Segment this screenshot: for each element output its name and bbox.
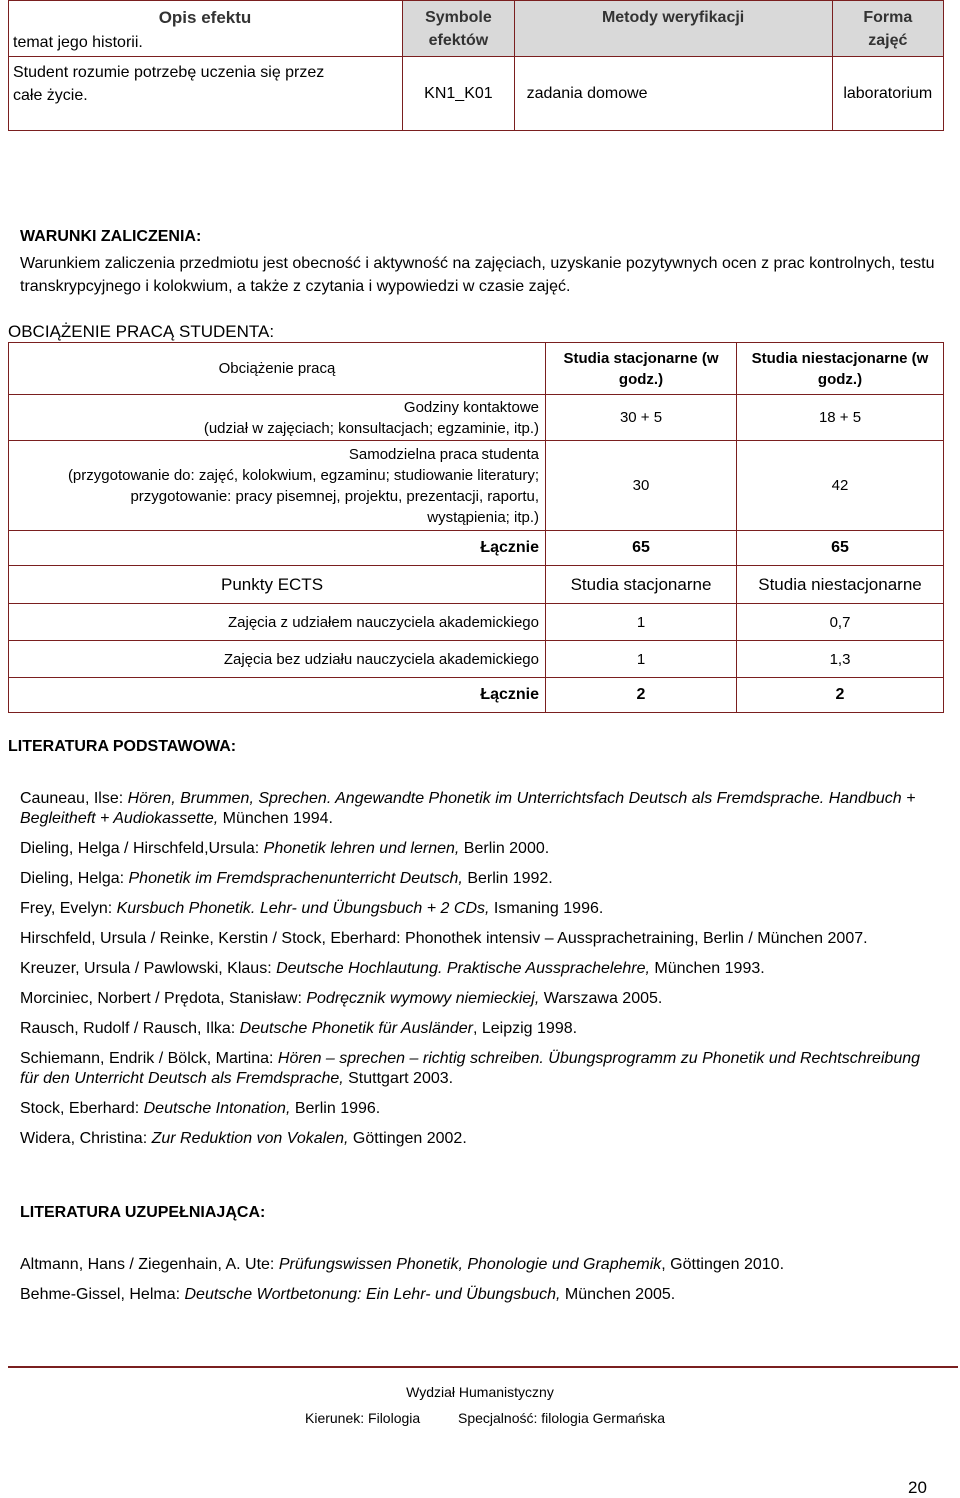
ects-head: Punkty ECTS — [9, 566, 546, 604]
page-number: 20 — [908, 1478, 927, 1497]
literature-basic-heading: LITERATURA PODSTAWOWA: — [8, 738, 237, 755]
footer-faculty: Wydział Humanistyczny — [406, 1384, 554, 1400]
desc-cell — [9, 1, 403, 57]
symbol-cell: KN1_K01 — [403, 57, 514, 131]
workload-col-head: Obciążenie pracą — [9, 343, 546, 395]
ects-row1-nonstationary: 0,7 — [737, 604, 944, 641]
lit-item: Frey, Evelyn: Kursbuch Phonetik. Lehr- und Übungsbuch + 2 CDs, Ismaning 1996. — [20, 900, 604, 917]
desc-body — [9, 57, 403, 131]
ects-row1-label: Zajęcia z udziałem nauczyciela akademickiego — [9, 604, 546, 641]
header-desc: Opis efektu — [158, 8, 252, 27]
ects-total-label: Łącznie — [9, 678, 546, 713]
lit-item: Kreuzer, Ursula / Pawlowski, Klaus: Deutsche Hochlautung. Praktische Aussprachelehre, München 1993. — [20, 960, 765, 977]
method-cell: zadania domowe — [514, 57, 832, 131]
lit-item: Stock, Eberhard: Deutsche Intonation, Berlin 1996. — [20, 1100, 381, 1117]
literature-extra-heading: LITERATURA UZUPEŁNIAJĄCA: — [20, 1204, 266, 1221]
lit-extra-item: Altmann, Hans / Ziegenhain, A. Ute: Prüfungswissen Phonetik, Phonologie und Graphemik, Göttingen 2010. — [20, 1256, 785, 1273]
stationary-head: Studia stacjonarne (w godz.) — [546, 343, 737, 395]
lit-item: Schiemann, Endrik / Bölck, Martina: Hören – sprechen – richtig schreiben. Übungsprogramm zu Phonetik und Rechtschreibung für den Unterricht Deutsch als Fremdsprache, Stuttgart 2003. — [20, 1050, 921, 1087]
ects-total-nonstationary: 2 — [737, 678, 944, 713]
lit-item: Dieling, Helga: Phonetik im Fremdsprachenunterricht Deutsch, Berlin 1992. — [20, 870, 553, 887]
ects-row2-nonstationary: 1,3 — [737, 641, 944, 678]
ects-nonstationary-head: Studia niestacjonarne — [737, 566, 944, 604]
conditions-text: Warunkiem zaliczenia przedmiotu jest obecność i aktywność na zajęciach, uzyskanie pozytywnych ocen z prac kontrolnych, testu transkrypcyjnego i kolokwium, a także z czytania i wypowiedzi w czasie zajęć. — [20, 255, 935, 295]
lit-extra-item: Behme-Gissel, Helma: Deutsche Wortbetonung: Ein Lehr- und Übungsbuch, München 2005. — [20, 1286, 676, 1303]
ects-total-stationary: 2 — [546, 678, 737, 713]
lit-item: Cauneau, Ilse: Hören, Brummen, Sprechen. Angewandte Phonetik im Unterrichtsfach Deutsch als Fremdsprache. Handbuch + Begleitheft + Audiokassette, München 1994. — [20, 790, 916, 827]
workload-heading: OBCIĄŻENIE PRACĄ STUDENTA: — [8, 322, 275, 341]
self-study-label: Samodzielna praca studenta (przygotowanie do: zajęć, kolokwium, egzaminu; studiowanie literatury; przygotowanie: pracy pisemnej, projektu, prezentacji, raportu, wystąpienia; itp.) — [9, 441, 546, 531]
self-study-stationary: 30 — [546, 441, 737, 531]
lit-item: Morciniec, Norbert / Prędota, Stanisław: Podręcznik wymowy niemieckiej, Warszawa 2005. — [20, 990, 663, 1007]
literature-extra-list — [20, 1255, 940, 1315]
workload-total-nonstationary: 65 — [737, 531, 944, 566]
desc-line-2: Student rozumie potrzebę uczenia się przez — [13, 64, 325, 81]
footer-specialty: Specjalność: filologia Germańska — [458, 1410, 665, 1426]
workload-total-stationary: 65 — [546, 531, 737, 566]
contact-stationary: 30 + 5 — [546, 395, 737, 441]
form-cell: laboratorium — [832, 57, 943, 131]
footer-divider — [8, 1366, 958, 1368]
desc-line-3: całe życie. — [13, 87, 88, 104]
lit-item: Rausch, Rudolf / Rausch, Ilka: Deutsche Phonetik für Ausländer, Leipzig 1998. — [20, 1020, 578, 1037]
lit-item: Hirschfeld, Ursula / Reinke, Kerstin / Stock, Eberhard: Phonothek intensiv – Aussprachetraining, Berlin / München 2007. — [20, 930, 868, 947]
header-form: Forma zajęć — [832, 1, 943, 57]
ects-row1-stationary: 1 — [546, 604, 737, 641]
footer-field: Kierunek: Filologia — [305, 1410, 421, 1426]
header-symbol: Symbole efektów — [403, 1, 514, 57]
conditions-heading: WARUNKI ZALICZENIA: — [20, 228, 202, 245]
ects-row2-label: Zajęcia bez udziału nauczyciela akademickiego — [9, 641, 546, 678]
lit-item: Dieling, Helga / Hirschfeld,Ursula: Phonetik lehren und lernen, Berlin 2000. — [20, 840, 550, 857]
desc-line-1: temat jego historii. — [13, 34, 143, 51]
ects-stationary-head: Studia stacjonarne — [546, 566, 737, 604]
ects-row2-stationary: 1 — [546, 641, 737, 678]
contact-nonstationary: 18 + 5 — [737, 395, 944, 441]
contact-hours-label: Godziny kontaktowe (udział w zajęciach; konsultacjach; egzaminie, itp.) — [9, 395, 546, 441]
header-method: Metody weryfikacji — [514, 1, 832, 57]
workload-total-label: Łącznie — [9, 531, 546, 566]
nonstationary-head: Studia niestacjonarne (w godz.) — [737, 343, 944, 395]
workload-table — [8, 342, 944, 713]
effects-table — [8, 0, 944, 131]
literature-basic-list — [20, 789, 940, 1159]
self-study-nonstationary: 42 — [737, 441, 944, 531]
lit-item: Widera, Christina: Zur Reduktion von Vokalen, Göttingen 2002. — [20, 1130, 467, 1147]
